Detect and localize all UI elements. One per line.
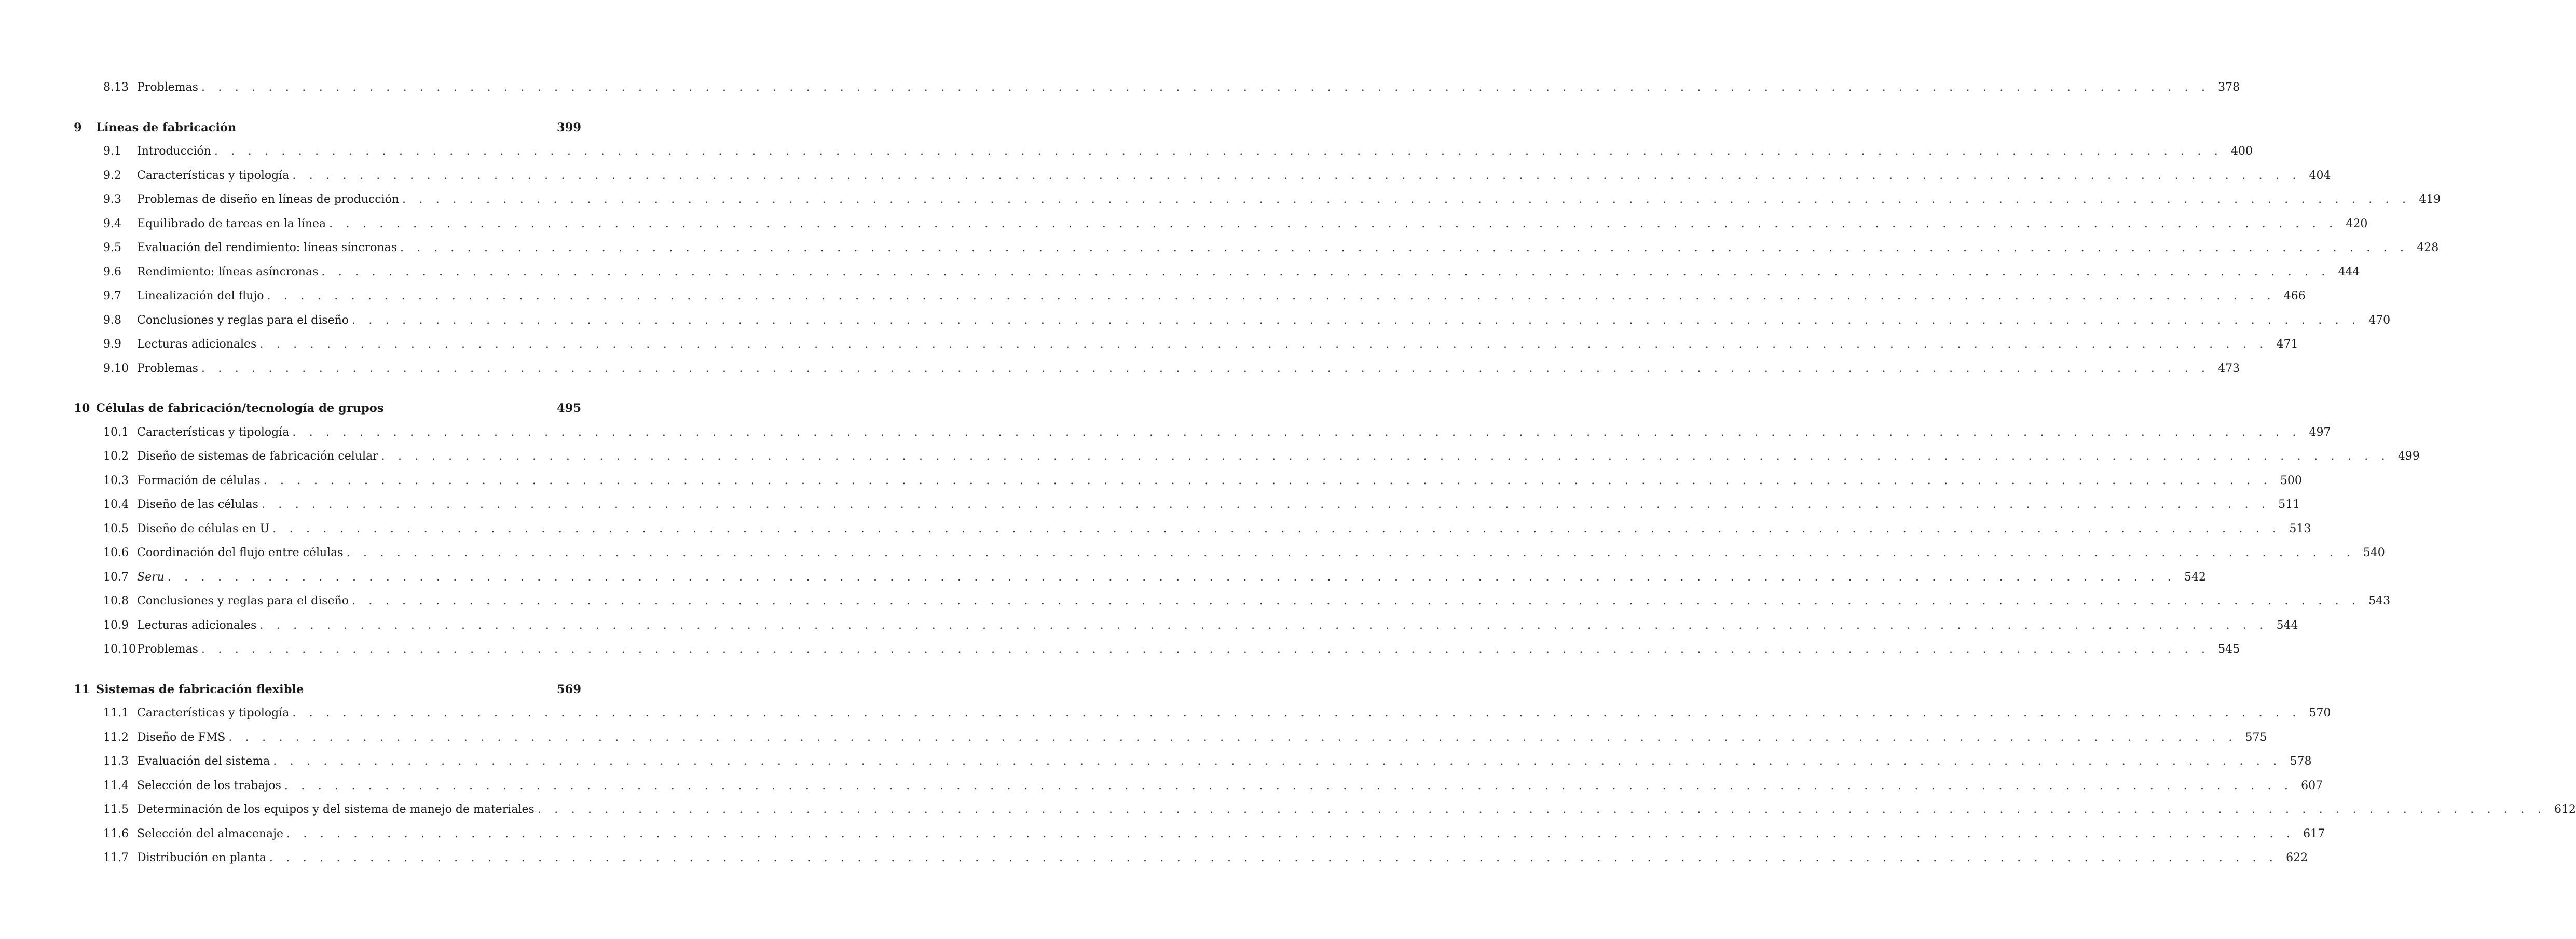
chapter-spacer — [74, 386, 581, 402]
section-page-number: 617 — [2303, 827, 2325, 840]
section-number: 9.10 — [103, 362, 129, 375]
toc-section[interactable] — [74, 241, 2439, 266]
section-number: 9.9 — [103, 338, 121, 351]
section-label — [137, 338, 2298, 351]
section-page-number: 428 — [2417, 241, 2439, 254]
section-number: 11.3 — [103, 755, 129, 768]
section-label — [137, 425, 2331, 439]
dot-leader: . . . . . . . . . . . . . . . . . . . . . . . . . . . . . . . . . . . . . . . . . . . . . . . . . . . . . . . . . . . . . . . . . . . . . . . . . . . . . . . . . . . . . . . . . . . . . . . . . . . . . . . . . . . . . . . . . . . . . . . . — [273, 755, 2282, 768]
toc-section[interactable] — [74, 522, 2311, 547]
dot-leader: . . . . . . . . . . . . . . . . . . . . . . . . . . . . . . . . . . . . . . . . . . . . . . . . . . . . . . . . . . . . . . . . . . . . . . . . . . . . . . . . . . . . . . . . . . . . . . . . . . . . . . . . . . . . . . . . . . . . . . . . — [201, 81, 2210, 94]
dot-leader: . . . . . . . . . . . . . . . . . . . . . . . . . . . . . . . . . . . . . . . . . . . . . . . . . . . . . . . . . . . . . . . . . . . . . . . . . . . . . . . . . . . . . . . . . . . . . . . . . . . . . . . . . . . . . . . . . . . . . . . . — [259, 618, 2268, 632]
section-page-number: 473 — [2218, 362, 2240, 375]
section-title: Introducción — [137, 145, 211, 158]
toc-section[interactable] — [74, 643, 2240, 667]
section-number: 11.1 — [103, 707, 129, 720]
section-page-number: 471 — [2276, 338, 2298, 351]
chapter-number: 11 — [74, 682, 90, 696]
toc-section[interactable] — [74, 498, 2300, 522]
section-page-number: 575 — [2245, 730, 2267, 744]
section-title: Diseño de FMS — [137, 730, 226, 744]
section-number: 11.6 — [103, 827, 129, 840]
section-label — [137, 265, 2360, 279]
toc-section[interactable] — [74, 425, 2331, 450]
dot-leader: . . . . . . . . . . . . . . . . . . . . . . . . . . . . . . . . . . . . . . . . . . . . . . . . . . . . . . . . . . . . . . . . . . . . . . . . . . . . . . . . . . . . . . . . . . . . . . . . . . . . . . . . . . . . . . . . . . . . . . . . — [259, 338, 2268, 351]
toc-section[interactable] — [74, 338, 2298, 362]
section-title: Distribución en planta — [137, 851, 266, 864]
section-page-number: 500 — [2280, 474, 2302, 487]
section-number: 8.13 — [103, 81, 129, 94]
dot-leader: . . . . . . . . . . . . . . . . . . . . . . . . . . . . . . . . . . . . . . . . . . . . . . . . . . . . . . . . . . . . . . . . . . . . . . . . . . . . . . . . . . . . . . . . . . . . . . . . . . . . . . . . . . . . . . . . . . . . . . . . — [267, 289, 2276, 302]
section-number: 11.4 — [103, 779, 129, 792]
dot-leader: . . . . . . . . . . . . . . . . . . . . . . . . . . . . . . . . . . . . . . . . . . . . . . . . . . . . . . . . . . . . . . . . . . . . . . . . . . . . . . . . . . . . . . . . . . . . . . . . . . . . . . . . . . . . . . . . . . . . . . . . — [292, 707, 2301, 720]
section-number: 9.2 — [103, 169, 121, 182]
dot-leader: . . . . . . . . . . . . . . . . . . . . . . . . . . . . . . . . . . . . . . . . . . . . . . . . . . . . . . . . . . . . . . . . . . . . . . . . . . . . . . . . . . . . . . . . . . . . . . . . . . . . . . . . . . . . . . . . . . . . . . . . — [261, 498, 2270, 511]
section-title: Diseño de sistemas de fabricación celular — [137, 450, 378, 463]
section-label — [137, 169, 2331, 182]
section-page-number: 513 — [2289, 522, 2311, 535]
section-title: Lecturas adicionales — [137, 618, 257, 632]
toc-section[interactable] — [74, 779, 2323, 804]
dot-leader: . . . . . . . . . . . . . . . . . . . . . . . . . . . . . . . . . . . . . . . . . . . . . . . . . . . . . . . . . . . . . . . . . . . . . . . . . . . . . . . . . . . . . . . . . . . . . . . . . . . . . . . . . . . . . . . . . . . . . . . . — [201, 362, 2210, 375]
dot-leader: . . . . . . . . . . . . . . . . . . . . . . . . . . . . . . . . . . . . . . . . . . . . . . . . . . . . . . . . . . . . . . . . . . . . . . . . . . . . . . . . . . . . . . . . . . . . . . . . . . . . . . . . . . . . . . . . . . . . . . . . — [400, 241, 2409, 254]
dot-leader: . . . . . . . . . . . . . . . . . . . . . . . . . . . . . . . . . . . . . . . . . . . . . . . . . . . . . . . . . . . . . . . . . . . . . . . . . . . . . . . . . . . . . . . . . . . . . . . . . . . . . . . . . . . . . . . . . . . . . . . . — [269, 851, 2278, 864]
toc-section[interactable] — [74, 362, 2240, 386]
dot-leader: . . . . . . . . . . . . . . . . . . . . . . . . . . . . . . . . . . . . . . . . . . . . . . . . . . . . . . . . . . . . . . . . . . . . . . . . . . . . . . . . . . . . . . . . . . . . . . . . . . . . . . . . . . . . . . . . . . . . . . . . — [346, 546, 2355, 559]
dot-leader: . . . . . . . . . . . . . . . . . . . . . . . . . . . . . . . . . . . . . . . . . . . . . . . . . . . . . . . . . . . . . . . . . . . . . . . . . . . . . . . . . . . . . . . . . . . . . . . . . . . . . . . . . . . . . . . . . . . . . . . . — [272, 522, 2281, 535]
chapter-number: 9 — [74, 120, 82, 134]
section-label — [137, 618, 2298, 632]
section-page-number: 578 — [2290, 755, 2312, 768]
dot-leader: . . . . . . . . . . . . . . . . . . . . . . . . . . . . . . . . . . . . . . . . . . . . . . . . . . . . . . . . . . . . . . . . . . . . . . . . . . . . . . . . . . . . . . . . . . . . . . . . . . . . . . . . . . . . . . . . . . . . . . . . — [292, 425, 2301, 439]
section-title: Evaluación del sistema — [137, 755, 270, 768]
section-page-number: 544 — [2276, 618, 2298, 632]
section-title: Características y tipología — [137, 425, 290, 439]
section-title: Selección del almacenaje — [137, 827, 283, 840]
section-page-number: 511 — [2278, 498, 2300, 511]
chapter-spacer — [74, 667, 581, 683]
toc-section[interactable] — [74, 803, 2576, 827]
section-title: Lecturas adicionales — [137, 338, 257, 351]
section-title: Determinación de los equipos y del sistema de manejo de materiales — [137, 803, 535, 816]
toc-chapter[interactable] — [74, 121, 581, 145]
section-page-number: 497 — [2309, 425, 2331, 439]
section-page-number: 404 — [2309, 169, 2331, 182]
section-number: 9.3 — [103, 193, 121, 206]
section-number: 10.9 — [103, 618, 129, 632]
toc-section[interactable] — [74, 169, 2331, 194]
section-number: 11.2 — [103, 730, 129, 744]
section-title — [137, 571, 168, 584]
section-label — [137, 313, 2391, 327]
section-label — [137, 755, 2312, 768]
section-page-number: 607 — [2301, 779, 2323, 792]
section-page-number: 612 — [2554, 803, 2576, 816]
dot-leader: . . . . . . . . . . . . . . . . . . . . . . . . . . . . . . . . . . . . . . . . . . . . . . . . . . . . . . . . . . . . . . . . . . . . . . . . . . . . . . . . . . . . . . . . . . . . . . . . . . . . . . . . . . . . . . . . . . . . . . . . — [329, 217, 2338, 230]
chapter-page-number: 495 — [557, 402, 581, 415]
section-page-number: 540 — [2363, 546, 2385, 559]
section-label — [137, 803, 2576, 816]
section-label — [137, 827, 2325, 840]
section-title: Diseño de células en U — [137, 522, 270, 535]
dot-leader: . . . . . . . . . . . . . . . . . . . . . . . . . . . . . . . . . . . . . . . . . . . . . . . . . . . . . . . . . . . . . . . . . . . . . . . . . . . . . . . . . . . . . . . . . . . . . . . . . . . . . . . . . . . . . . . . . . . . . . . . — [381, 450, 2390, 463]
section-label — [137, 289, 2306, 302]
dot-leader: . . . . . . . . . . . . . . . . . . . . . . . . . . . . . . . . . . . . . . . . . . . . . . . . . . . . . . . . . . . . . . . . . . . . . . . . . . . . . . . . . . . . . . . . . . . . . . . . . . . . . . . . . . . . . . . . . . . . . . . . — [263, 474, 2272, 487]
section-label — [137, 241, 2439, 254]
section-label — [137, 522, 2311, 535]
section-title: Conclusiones y reglas para el diseño — [137, 595, 349, 607]
toc-section[interactable] — [74, 193, 2441, 217]
section-label — [137, 362, 2240, 375]
section-number: 9.6 — [103, 265, 121, 279]
section-number: 10.5 — [103, 522, 129, 535]
section-title: Equilibrado de tareas en la línea — [137, 217, 326, 230]
section-label — [137, 851, 2308, 864]
section-label — [137, 498, 2300, 511]
section-label — [137, 145, 2253, 158]
section-label — [137, 730, 2267, 744]
toc-section[interactable] — [74, 145, 2253, 169]
toc-section[interactable] — [74, 546, 2385, 571]
chapter-page-number: 399 — [557, 120, 581, 134]
section-title: Características y tipología — [137, 707, 290, 720]
section-title: Conclusiones y reglas para el diseño — [137, 313, 349, 327]
chapter-title: Células de fabricación/tecnología de grupos — [96, 402, 384, 415]
toc-section[interactable] — [74, 570, 2206, 595]
section-page-number: 499 — [2397, 450, 2420, 463]
section-number: 10.1 — [103, 425, 129, 439]
section-number: 10.2 — [103, 450, 129, 463]
toc-section[interactable] — [74, 289, 2306, 314]
section-number: 10.6 — [103, 546, 129, 559]
section-title: Linealización del flujo — [137, 289, 264, 302]
section-title: Problemas — [137, 643, 198, 656]
section-page-number: 543 — [2368, 595, 2391, 607]
section-label — [137, 570, 2206, 584]
section-number: 9.1 — [103, 145, 121, 158]
dot-leader: . . . . . . . . . . . . . . . . . . . . . . . . . . . . . . . . . . . . . . . . . . . . . . . . . . . . . . . . . . . . . . . . . . . . . . . . . . . . . . . . . . . . . . . . . . . . . . . . . . . . . . . . . . . . . . . . . . . . . . . . — [537, 803, 2546, 816]
section-page-number: 444 — [2338, 265, 2360, 279]
toc-section[interactable] — [74, 217, 2368, 242]
section-label — [137, 779, 2323, 792]
section-number: 11.5 — [103, 803, 129, 816]
table-of-contents — [74, 81, 2576, 876]
section-number: 10.3 — [103, 474, 129, 487]
toc-section[interactable] — [74, 618, 2298, 643]
section-page-number: 419 — [2419, 193, 2441, 206]
section-page-number: 622 — [2286, 851, 2308, 864]
section-number: 9.7 — [103, 289, 121, 302]
section-number: 10.4 — [103, 498, 129, 511]
section-label — [137, 450, 2420, 463]
section-label — [137, 193, 2441, 206]
section-title: Problemas — [137, 81, 198, 94]
toc-section[interactable] — [74, 827, 2325, 852]
toc-section[interactable] — [74, 265, 2360, 290]
chapter-title: Líneas de fabricación — [96, 120, 237, 134]
toc-section[interactable] — [74, 474, 2302, 499]
chapter-number: 10 — [74, 402, 90, 415]
dot-leader: . . . . . . . . . . . . . . . . . . . . . . . . . . . . . . . . . . . . . . . . . . . . . . . . . . . . . . . . . . . . . . . . . . . . . . . . . . . . . . . . . . . . . . . . . . . . . . . . . . . . . . . . . . . . . . . . . . . . . . . . — [228, 730, 2237, 744]
section-label — [137, 81, 2240, 94]
section-title: Características y tipología — [137, 169, 290, 182]
section-page-number: 378 — [2218, 81, 2240, 94]
section-label — [137, 707, 2331, 720]
dot-leader: . . . . . . . . . . . . . . . . . . . . . . . . . . . . . . . . . . . . . . . . . . . . . . . . . . . . . . . . . . . . . . . . . . . . . . . . . . . . . . . . . . . . . . . . . . . . . . . . . . . . . . . . . . . . . . . . . . . . . . . . — [352, 313, 2361, 327]
dot-leader: . . . . . . . . . . . . . . . . . . . . . . . . . . . . . . . . . . . . . . . . . . . . . . . . . . . . . . . . . . . . . . . . . . . . . . . . . . . . . . . . . . . . . . . . . . . . . . . . . . . . . . . . . . . . . . . . . . . . . . . . — [284, 779, 2293, 792]
section-title: Selección de los trabajos — [137, 779, 281, 792]
section-title: Rendimiento: líneas asíncronas — [137, 265, 319, 279]
dot-leader: . . . . . . . . . . . . . . . . . . . . . . . . . . . . . . . . . . . . . . . . . . . . . . . . . . . . . . . . . . . . . . . . . . . . . . . . . . . . . . . . . . . . . . . . . . . . . . . . . . . . . . . . . . . . . . . . . . . . . . . . — [214, 145, 2223, 158]
toc-section[interactable] — [74, 707, 2331, 731]
section-page-number: 420 — [2346, 217, 2368, 230]
dot-leader: . . . . . . . . . . . . . . . . . . . . . . . . . . . . . . . . . . . . . . . . . . . . . . . . . . . . . . . . . . . . . . . . . . . . . . . . . . . . . . . . . . . . . . . . . . . . . . . . . . . . . . . . . . . . . . . . . . . . . . . . — [292, 169, 2301, 182]
section-page-number: 570 — [2309, 707, 2331, 720]
toc-section[interactable] — [74, 730, 2267, 755]
section-title: Evaluación del rendimiento: líneas síncronas — [137, 241, 398, 254]
section-number: 9.8 — [103, 313, 121, 327]
section-number: 11.7 — [103, 851, 129, 864]
toc-section[interactable] — [74, 313, 2391, 338]
dot-leader: . . . . . . . . . . . . . . . . . . . . . . . . . . . . . . . . . . . . . . . . . . . . . . . . . . . . . . . . . . . . . . . . . . . . . . . . . . . . . . . . . . . . . . . . . . . . . . . . . . . . . . . . . . . . . . . . . . . . . . . . — [286, 827, 2295, 840]
dot-leader: . . . . . . . . . . . . . . . . . . . . . . . . . . . . . . . . . . . . . . . . . . . . . . . . . . . . . . . . . . . . . . . . . . . . . . . . . . . . . . . . . . . . . . . . . . . . . . . . . . . . . . . . . . . . . . . . . . . . . . . . — [167, 570, 2176, 584]
section-label — [137, 643, 2240, 656]
section-title: Formación de células — [137, 474, 261, 487]
section-title: Problemas de diseño en líneas de producción — [137, 193, 400, 206]
dot-leader: . . . . . . . . . . . . . . . . . . . . . . . . . . . . . . . . . . . . . . . . . . . . . . . . . . . . . . . . . . . . . . . . . . . . . . . . . . . . . . . . . . . . . . . . . . . . . . . . . . . . . . . . . . . . . . . . . . . . . . . . — [201, 643, 2210, 656]
toc-chapter[interactable] — [74, 683, 581, 707]
toc-section[interactable] — [74, 851, 2308, 876]
dot-leader: . . . . . . . . . . . . . . . . . . . . . . . . . . . . . . . . . . . . . . . . . . . . . . . . . . . . . . . . . . . . . . . . . . . . . . . . . . . . . . . . . . . . . . . . . . . . . . . . . . . . . . . . . . . . . . . . . . . . . . . . — [321, 265, 2330, 279]
toc-section[interactable] — [74, 81, 2240, 105]
chapter-spacer — [74, 105, 581, 121]
section-title-italic: Seru — [137, 570, 165, 584]
dot-leader: . . . . . . . . . . . . . . . . . . . . . . . . . . . . . . . . . . . . . . . . . . . . . . . . . . . . . . . . . . . . . . . . . . . . . . . . . . . . . . . . . . . . . . . . . . . . . . . . . . . . . . . . . . . . . . . . . . . . . . . . — [352, 595, 2361, 607]
section-label — [137, 217, 2368, 230]
section-page-number: 470 — [2368, 313, 2391, 327]
section-page-number: 542 — [2184, 570, 2206, 584]
section-title: Coordinación del flujo entre células — [137, 546, 344, 559]
section-page-number: 545 — [2218, 643, 2240, 656]
section-title: Diseño de las células — [137, 498, 258, 511]
toc-section[interactable] — [74, 595, 2391, 619]
chapter-title: Sistemas de fabricación flexible — [96, 682, 304, 696]
section-number: 9.4 — [103, 217, 121, 230]
section-number: 10.7 — [103, 570, 129, 584]
section-page-number: 466 — [2283, 289, 2306, 302]
section-title: Problemas — [137, 362, 198, 375]
section-label — [137, 546, 2385, 559]
section-page-number: 400 — [2230, 145, 2253, 158]
section-number: 10.8 — [103, 595, 129, 607]
section-label — [137, 474, 2302, 487]
section-label — [137, 595, 2391, 607]
dot-leader: . . . . . . . . . . . . . . . . . . . . . . . . . . . . . . . . . . . . . . . . . . . . . . . . . . . . . . . . . . . . . . . . . . . . . . . . . . . . . . . . . . . . . . . . . . . . . . . . . . . . . . . . . . . . . . . . . . . . . . . . — [402, 193, 2411, 206]
toc-chapter[interactable] — [74, 402, 581, 426]
section-number: 10.10 — [103, 643, 136, 656]
toc-section[interactable] — [74, 755, 2312, 779]
section-number: 9.5 — [103, 241, 121, 254]
chapter-page-number: 569 — [557, 682, 581, 696]
toc-section[interactable] — [74, 450, 2420, 474]
